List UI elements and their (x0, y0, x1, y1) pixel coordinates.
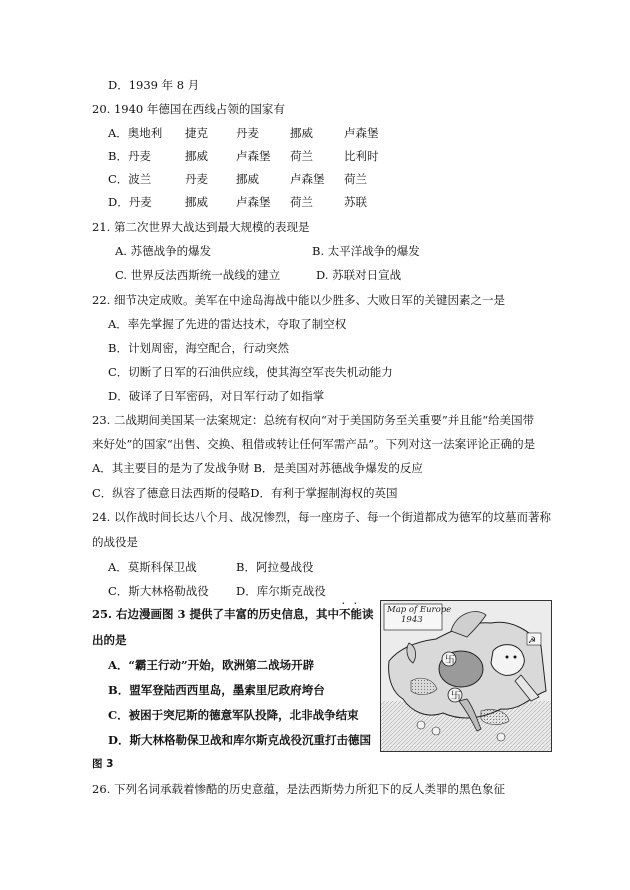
q20-c-1: C．波兰 (108, 172, 152, 186)
cartoon-title-line1: Map of Europe (387, 605, 452, 615)
q26-stem: 26. 下列名词承载着惨酷的历史意蕴，是法西斯势力所犯下的反人类罪的黑色象征 (92, 782, 505, 796)
q20-a-5: 卢森堡 (344, 126, 379, 140)
q25-stem-pre: 25. 右边漫画图 3 提供了丰富的历史信息，其中 (92, 607, 340, 621)
q20-c-5: 荷兰 (344, 172, 367, 186)
q23-options-cd: C．纵容了德意日法西斯的侵略D．有利于掌握制海权的英国 (92, 486, 398, 500)
q20-b-1: B．丹麦 (108, 149, 151, 163)
q24-option-c: C．斯大林格勒战役 (108, 584, 209, 598)
cartoon-title (387, 605, 451, 625)
emphasis-dot-icon: · (342, 598, 345, 608)
q23-stem-line2: 来好处”的国家“出售、交换、租借或转让任何军需产品”。下列对这一法案评论正确的是 (92, 437, 536, 451)
q20-d-2: 挪威 (185, 195, 208, 209)
q25-option-a: A．“霸王行动”开始，欧洲第二战场开辟 (108, 658, 315, 672)
q25-figure-label: 图 3 (92, 758, 114, 770)
q20-d-1: D．丹麦 (108, 195, 152, 209)
q22-option-a: A．率先掌握了先进的雷达技术，夺取了制空权 (108, 317, 347, 331)
q22-stem: 22. 细节决定成败。美军在中途岛海战中能以少胜多、大败日军的关键因素之一是 (92, 293, 505, 307)
q20-b-2: 挪威 (185, 149, 208, 163)
q22-option-c: C．切断了日军的石油供应线，使其海空军丧失机动能力 (108, 365, 393, 379)
q24-option-d: D．库尔斯克战役 (236, 584, 326, 598)
q24-stem-line1: 24. 以作战时间长达八个月、战况惨烈，每一座房子、每一个街道都成为德军的坟墓而著称 (92, 510, 551, 524)
q20-b-3: 卢森堡 (236, 149, 271, 163)
q21-option-a: A. 苏德战争的爆发 (115, 244, 212, 258)
q20-c-3: 挪威 (236, 172, 259, 186)
q21-option-b: B. 太平洋战争的爆发 (312, 244, 420, 258)
q25-option-c: C．被困于突尼斯的德意军队投降，北非战争结束 (108, 708, 359, 722)
q20-c-2: 丹麦 (185, 172, 208, 186)
svg-text:卐: 卐 (451, 691, 461, 702)
q22-option-b: B．计划周密，海空配合，行动突然 (108, 341, 289, 355)
q20-d-3: 卢森堡 (236, 195, 271, 209)
emphasis-dot-icon: · (354, 598, 357, 608)
q21-option-d: D. 苏联对日宣战 (316, 268, 402, 282)
q20-a-4: 挪威 (290, 126, 313, 140)
q23-options-ab: A．其主要目的是为了发战争财 B．是美国对苏德战争爆发的反应 (92, 461, 423, 475)
q23-stem-line1: 23. 二战期间美国某一法案规定：总统有权向“对于美国防务至关重要”并且能“给美国带 (92, 413, 535, 427)
q21-stem: 21. 第二次世界大战达到最大规模的表现是 (92, 220, 310, 234)
cartoon-title-line2: 1943 (401, 615, 423, 625)
q20-c-4: 卢森堡 (290, 172, 325, 186)
q25-option-b: B．盟军登陆西西里岛，墨索里尼政府垮台 (108, 683, 325, 697)
q20-a-3: 丹麦 (236, 126, 259, 140)
q20-b-4: 荷兰 (290, 149, 313, 163)
q25-option-d: D．斯大林格勒保卫战和库尔斯克战役沉重打击德国 (108, 733, 371, 747)
q20-d-5: 苏联 (344, 195, 367, 209)
q20-a-1: A．奥地利 (108, 126, 163, 140)
q25-stem-line1 (92, 598, 374, 621)
q25-stem-line2: 出的是 (92, 633, 127, 647)
q24-option-a: A．莫斯科保卫战 (108, 560, 197, 574)
q22-option-d: D．破译了日军密码，对日军行动了如指掌 (108, 389, 325, 403)
q24-stem-line2: 的战役是 (92, 535, 138, 549)
europe-1943-cartoon (380, 600, 552, 752)
q24-option-b: B．阿拉曼战役 (236, 560, 314, 574)
q25-stem-emph: 不能 (339, 607, 363, 621)
q19-option-d: D．1939 年 8 月 (108, 78, 200, 92)
q20-stem: 20. 1940 年德国在西线占领的国家有 (92, 102, 285, 116)
svg-text:卐: 卐 (445, 655, 455, 666)
q20-b-5: 比利时 (344, 149, 379, 163)
q20-a-2: 捷克 (185, 126, 208, 140)
q20-d-4: 荷兰 (290, 195, 313, 209)
q25-emphasis (339, 598, 363, 621)
svg-text:☭: ☭ (528, 636, 537, 646)
q21-option-c: C. 世界反法西斯统一战线的建立 (115, 268, 281, 282)
q25-stem-post: 读 (362, 607, 374, 621)
